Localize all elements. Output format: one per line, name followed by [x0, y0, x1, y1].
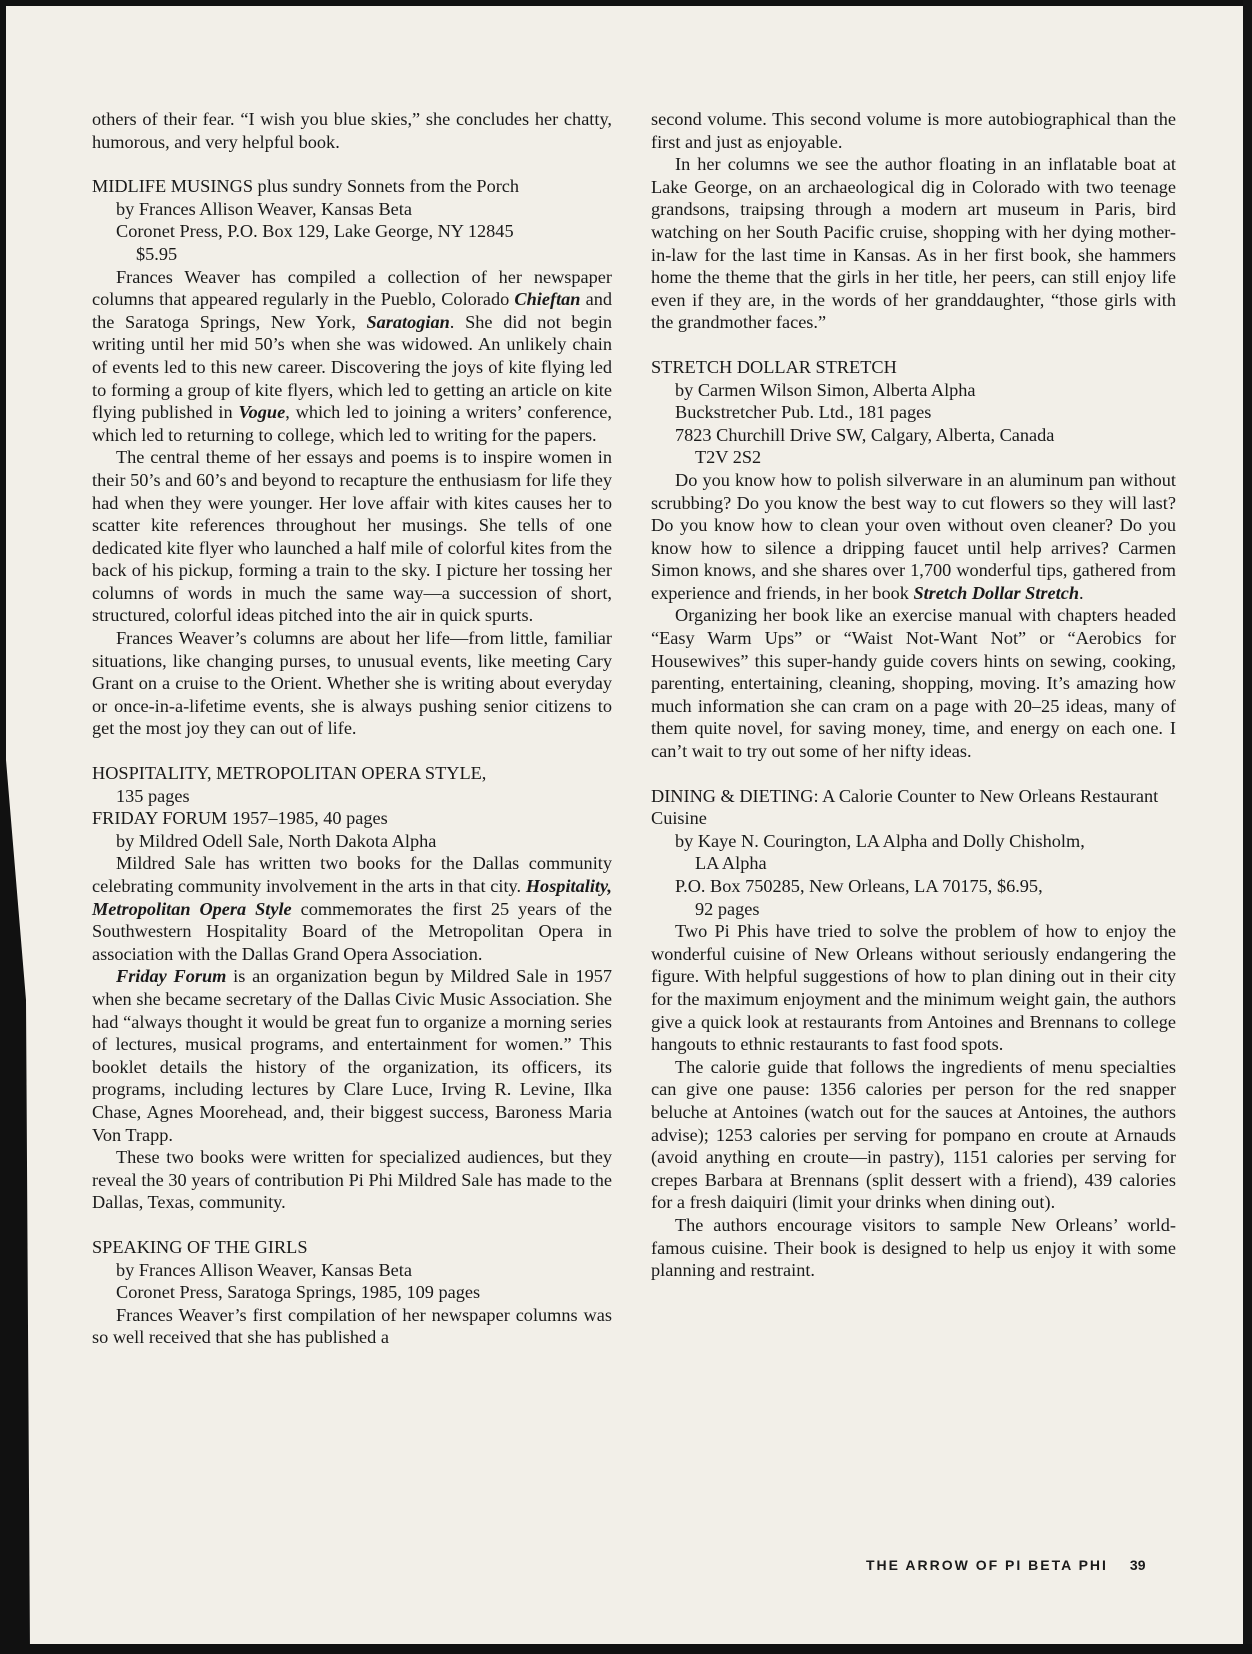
- book-publisher: P.O. Box 750285, New Orleans, LA 70175, $6.95,: [675, 876, 1043, 896]
- right-column: [651, 108, 1176, 1282]
- left-page-edge: [0, 0, 30, 1654]
- review-paragraph: Friday Forum is an organization begun by Mildred Sale in 1957 when she became secretary of the Dallas Civic Music Association. She had “always thought it would be great fun to organize a morning series of lectures, musical programs, and entertainment for women.” This booklet details the history of the organization, its officers, its programs, including lectures by Clare Luce, Irving R. Levine, Ilka Chase, Agnes Moorehead, and, their biggest success, Baroness Maria Von Trapp.: [92, 966, 612, 1145]
- book-author: by Frances Allison Weaver, Kansas Beta: [116, 1259, 412, 1280]
- page-number: 39: [1129, 1557, 1146, 1573]
- book-postal-code: T2V 2S2: [695, 447, 762, 468]
- bottom-page-edge: [0, 1644, 1252, 1654]
- review-paragraph: Frances Weaver’s first compilation of her newspaper columns was so well received that she has published a: [92, 1304, 612, 1348]
- review-paragraph: Do you know how to polish silverware in an aluminum pan without scrubbing? Do you know the best way to cut flowers so they will last? Do you know how to clean your oven without oven cleaner? Do you know how to silence a dripping faucet until help arrives? Carmen Simon knows, and she shares over 1,700 wonderful tips, gathered from experience and friends, in her book Stretch Dollar Stretch.: [651, 469, 1176, 603]
- book-author-cont: LA Alpha: [695, 853, 767, 874]
- review-paragraph: The central theme of her essays and poems is to inspire women in their 50’s and 60’s and beyond to recapture the enthusiasm for life they had when they were younger. Her love affair with kites causes her to scatter kite references throughout her musings. She tells of one dedicated kite flyer who launched a half mile of colorful kites from the back of his pickup, forming a train to the sky. I picture her tossing her columns of words in much the same way—a succession of short, structured, colorful ideas pitched into the air in quick spurts.: [92, 447, 612, 626]
- review-stretch-dollar-stretch: [651, 356, 1176, 763]
- publication-title: THE ARROW OF PI BETA PHI: [866, 1557, 1108, 1573]
- book-author: by Frances Allison Weaver, Kansas Beta: [116, 198, 412, 219]
- book-price: $5.95: [136, 243, 178, 264]
- left-column: [92, 108, 612, 1349]
- review-paragraph: Two Pi Phis have tried to solve the problem of how to enjoy the wonderful cuisine of New Orleans without seriously endangering the figure. With helpful suggestions of how to plan dining out in their city for the maximum enjoyment and the minimum weight gain, the authors give a quick look at restaurants from Antoines and Brennans to college hangouts to ethnic restaurants to fast food spots.: [651, 921, 1176, 1055]
- review-paragraph: The calorie guide that follows the ingredients of menu specialties can give one pause: 1356 calories per person for the red snapper beluche at Antoines (watch out for the sauces at Antoines, the authors advise); 1253 calories per serving for pompano en croute at Arnauds (avoid anything en croute—in pastry), 1151 calories per serving for crepes Barbara at Brennans (split dessert with a friend), 439 calories for a fresh daiquiri (limit your drinks when dining out).: [651, 1056, 1176, 1213]
- review-paragraph: The authors encourage visitors to sample New Orleans’ world-famous cuisine. Their book is designed to help us enjoy it with some planning and restraint.: [651, 1214, 1176, 1281]
- review-paragraph: Organizing her book like an exercise manual with chapters headed “Easy Warm Ups” or “Waist Not-Want Not” or “Aerobics for Housewives” this super-handy guide covers hints on sewing, cooking, parenting, entertaining, cleaning, shopping, moving. It’s amazing how much information she can cram on a page with 20–25 ideas, many of them quite novel, for saving money, time, and energy on each one. I can’t wait to try out some of her nifty ideas.: [651, 605, 1176, 762]
- review-hospitality: [92, 762, 612, 1214]
- book-title: DINING & DIETING: A Calorie Counter to New Orleans Restaurant Cuisine: [651, 785, 1159, 829]
- book-publisher: Coronet Press, Saratoga Springs, 1985, 109 pages: [116, 1282, 481, 1303]
- book-title: STRETCH DOLLAR STRETCH: [651, 356, 897, 377]
- book-name: Friday Forum: [116, 966, 227, 987]
- book-title: HOSPITALITY, METROPOLITAN OPERA STYLE,: [92, 763, 487, 784]
- review-paragraph: Frances Weaver has compiled a collection of her newspaper columns that appeared regularly in the Pueblo, Colorado Chieftan and the Saratoga Springs, New York, Saratogian. She did not begin writing until her mid 50’s when she was widowed. An unlikely chain of events led to this new career. Discovering the joys of kite flying led to forming a group of kite flyers, which led to getting an article on kite flying published in Vogue, which led to joining a writers’ conference, which led to returning to college, which led to writing for the papers.: [92, 266, 613, 445]
- review-paragraph: In her columns we see the author floating in an inflatable boat at Lake George, on an archaeological dig in Colorado with two teenage grandsons, traipsing through a modern art museum in Paris, bird watching on her South Pacific cruise, shopping with her dying mother-in-law for the last time in Kansas. As in her first book, she hammers home the theme that the girls in her title, her peers, can still enjoy life even if they are, in the words of her granddaughter, “those girls with the grandmother faces.”: [651, 154, 1176, 333]
- book-title-secondary: FRIDAY FORUM 1957–1985, 40 pages: [92, 808, 388, 829]
- publication-name: Chieftan: [514, 289, 581, 310]
- book-name: Stretch Dollar Stretch: [913, 582, 1080, 603]
- book-title: SPEAKING OF THE GIRLS: [92, 1236, 308, 1257]
- review-dining-dieting: [651, 785, 1176, 1282]
- book-author: by Kaye N. Courington, LA Alpha and Dolly Chisholm,: [675, 830, 1085, 851]
- book-author: by Mildred Odell Sale, North Dakota Alpha: [116, 830, 437, 851]
- right-page-edge: [1243, 0, 1252, 1654]
- book-pages: 92 pages: [695, 898, 760, 919]
- top-page-edge: [0, 0, 1252, 6]
- page-footer: [866, 1557, 1146, 1573]
- intro-paragraph: others of their fear. “I wish you blue skies,” she concludes her chatty, humorous, and very helpful book.: [92, 109, 612, 152]
- review-paragraph: Mildred Sale has written two books for the Dallas community celebrating community involvement in the arts in that city. Hospitality, Metropolitan Opera Style commemorates the first 25 years of the Southwestern Hospitality Board of the Metropolitan Opera in association with the Dallas Grand Opera Association.: [92, 853, 613, 964]
- book-author: by Carmen Wilson Simon, Alberta Alpha: [675, 379, 976, 400]
- continued-paragraph: second volume. This second volume is more autobiographical than the first and just as enjoyable.: [651, 109, 1176, 152]
- book-address: 7823 Churchill Drive SW, Calgary, Alberta, Canada: [675, 424, 1055, 445]
- review-speaking-of-the-girls: [92, 1236, 612, 1349]
- publication-name: Vogue: [238, 402, 286, 423]
- review-midlife-musings: [92, 175, 612, 740]
- review-paragraph: Frances Weaver’s columns are about her life—from little, familiar situations, like changing purses, to unusual events, like meeting Cary Grant on a cruise to the Orient. Whether she is writing about everyday or once-in-a-lifetime events, she is always pushing senior citizens to get the most joy they can out of life.: [92, 628, 612, 739]
- publication-name: Saratogian: [366, 311, 450, 332]
- book-publisher: Buckstretcher Pub. Ltd., 181 pages: [675, 402, 932, 423]
- book-pages: 135 pages: [116, 785, 190, 806]
- book-name: Hospitality, Metropolitan Opera Style: [92, 876, 612, 919]
- book-title: MIDLIFE MUSINGS plus sundry Sonnets from the Porch: [92, 176, 520, 197]
- review-paragraph: These two books were written for specialized audiences, but they reveal the 30 years of contribution Pi Phi Mildred Sale has made to the Dallas, Texas, community.: [92, 1147, 612, 1213]
- book-publisher: Coronet Press, P.O. Box 129, Lake George, NY 12845: [116, 221, 514, 242]
